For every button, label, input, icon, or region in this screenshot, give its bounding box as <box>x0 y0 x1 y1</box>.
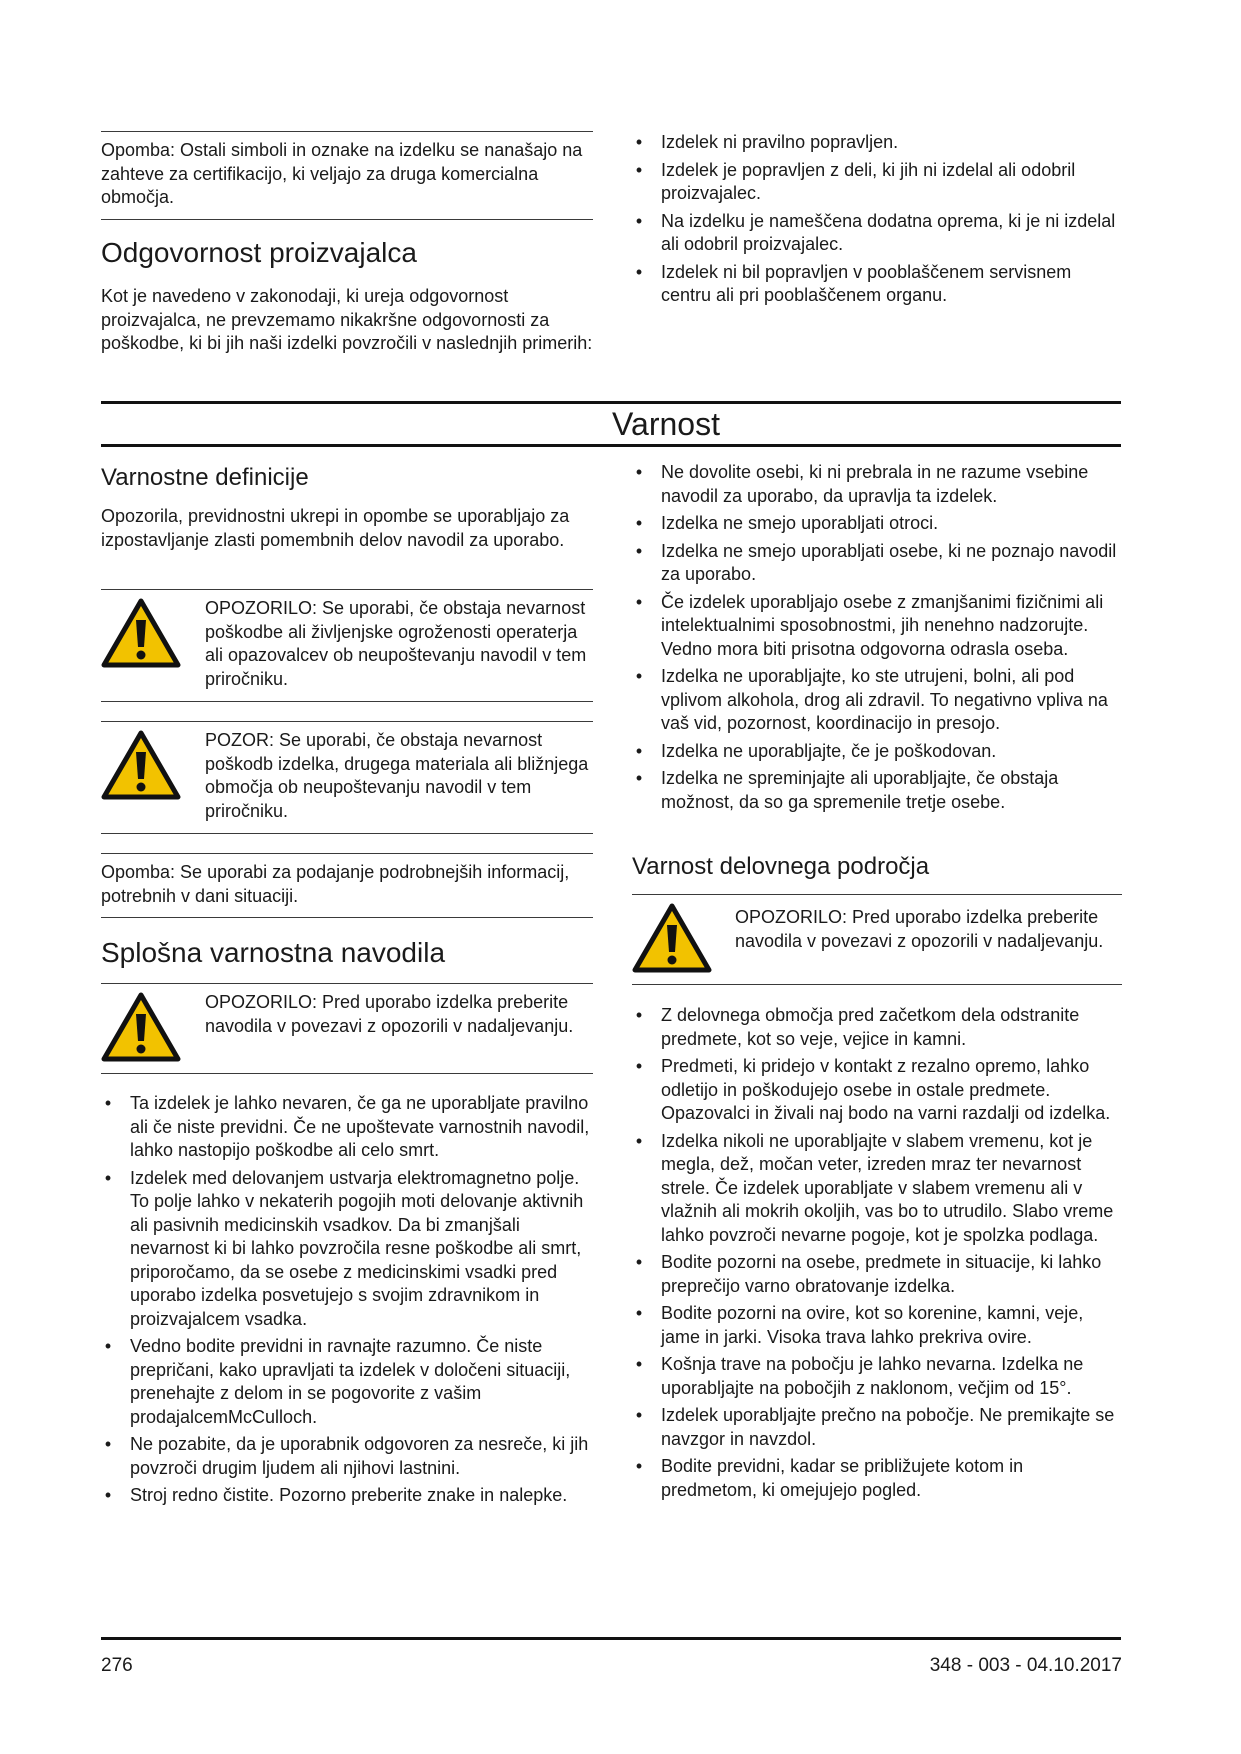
work-area-safety-list <box>632 1004 1122 1506</box>
note-certification <box>101 139 593 210</box>
list-item: • Izdelek je popravljen z deli, ki jih ni izdelal ali odobril proizvajalec. <box>635 159 1076 203</box>
list-item: • Ne dovolite osebi, ki ni prebrala in ne razume vsebine navodil za uporabo, da upravlja ta izdelek. <box>635 462 1089 506</box>
warning-icon <box>632 903 712 973</box>
warning-icon <box>101 992 181 1062</box>
note-label: Opomba: <box>101 862 176 882</box>
list-item: • Izdelka ne smejo uporabljati otroci. <box>635 513 939 533</box>
work-area-safety-heading: Varnost delovnega področja <box>632 853 930 880</box>
list-item: • Vedno bodite previdni in ravnajte razumno. Če niste prepričani, kako upravljati ta izdelek v določeni situaciji, prenehajte z delom in se pogovorite z vašim prodajalcemMcCulloch. <box>104 1336 571 1427</box>
document-code: 348 - 003 - 04.10.2017 <box>929 1655 1122 1676</box>
work-area-warning <box>735 906 1122 953</box>
divider <box>632 984 1122 985</box>
warning-icon <box>101 598 181 668</box>
list-item: • Izdelek med delovanjem ustvarja elektromagnetno polje. To polje lahko v nekaterih pogojih moti delovanje aktivnih ali pasivnih medicinskih vsadkov. Da bi zmanjšali nevarnost ki bi lahko povzročila resne poškodbe ali smrt, priporočamo, da se osebe z medicinskimi vsadki pred uporabo izdelka posvetujejo s svojim zdravnikom in proizvajalcem vsadka. <box>104 1167 584 1329</box>
list-item: • Košnja trave na pobočju je lahko nevarna. Izdelka ne uporabljajte na pobočjih z naklonom, večjim od 15°. <box>635 1354 1084 1398</box>
list-item: • Ta izdelek je lahko nevaren, če ga ne uporabljate pravilno ali če niste previdni. Če ne upoštevate varnostnih navodil, lahko nastopijo poškodbe ali celo smrt. <box>104 1093 590 1160</box>
general-safety-list <box>101 1092 593 1512</box>
list-item: • Izdelek ni pravilno popravljen. <box>635 132 899 152</box>
footer-rule <box>101 1637 1121 1640</box>
general-warning <box>205 991 593 1038</box>
page-number: 276 <box>101 1655 133 1676</box>
list-item: • Na izdelku je nameščena dodatna oprema, ki je ni izdelal ali odobril proizvajalec. <box>635 210 1116 254</box>
warning-label: OPOZORILO: <box>205 598 318 618</box>
warning-text: Se uporabi, če obstaja nevarnost poškodbe ali življenjske ogroženosti operaterja ali opazovalcev ob neupoštevanju navodil v tem priročniku. <box>205 598 587 689</box>
list-item: • Z delovnega območja pred začetkom dela odstranite predmete, kot so veje, vejice in kamni. <box>635 1005 1080 1049</box>
caution-text: Se uporabi, če obstaja nevarnost poškodb izdelka, drugega materiala ali bližnjega območja ob neupoštevanju navodil v tem priročniku. <box>205 730 589 821</box>
divider <box>101 721 593 722</box>
divider <box>101 219 593 220</box>
liability-cases-list <box>632 131 1122 312</box>
operator-safety-list <box>632 461 1122 818</box>
safety-definitions-heading: Varnostne definicije <box>101 464 309 491</box>
divider <box>101 853 593 854</box>
manufacturer-liability-heading: Odgovornost proizvajalca <box>101 237 417 268</box>
divider <box>101 131 593 132</box>
manufacturer-liability-text: Kot je navedeno v zakonodaji, ki ureja odgovornost proizvajalca, ne prevzemamo nikakršne odgovornosti za poškodbe, ki bi jih naši izdelki povzročili v naslednjih primerih: <box>101 286 593 353</box>
caution-icon <box>101 730 181 800</box>
divider <box>101 917 593 918</box>
warning-label: OPOZORILO: <box>735 907 848 927</box>
list-item: • Bodite previdni, kadar se približujete kotom in predmetom, ki omejujejo pogled. <box>635 1456 1024 1500</box>
warning-text: Pred uporabo izdelka preberite navodila v povezavi z opozorili v nadaljevanju. <box>205 992 574 1036</box>
list-item: • Izdelka ne smejo uporabljati osebe, ki ne poznajo navodil za uporabo. <box>635 540 1117 584</box>
divider <box>101 701 593 702</box>
note-definition <box>101 861 593 908</box>
list-item: • Izdelka ne uporabljajte, če je poškodovan. <box>635 740 997 761</box>
note-label: Opomba: <box>101 140 176 160</box>
caution-definition <box>205 729 593 823</box>
list-item: • Ne pozabite, da je uporabnik odgovoren za nesreče, ki jih povzroči drugim ljudem ali njihovi lastnini. <box>104 1434 589 1478</box>
list-item: • Izdelka ne uporabljajte, ko ste utrujeni, bolni, ali pod vplivom alkohola, drog ali zdravil. To negativno vpliva na vaš vid, pozornost, koordinacijo in presojo. <box>635 666 1108 733</box>
caution-label: POZOR: <box>205 730 275 750</box>
list-item: • Bodite pozorni na osebe, predmete in situacije, ki lahko preprečijo varno obratovanje izdelka. <box>635 1252 1102 1296</box>
divider <box>101 833 593 834</box>
general-safety-heading: Splošna varnostna navodila <box>101 937 446 968</box>
list-item: • Izdelek uporabljajte prečno na pobočje. Ne premikajte se navzgor in navzdol. <box>635 1405 1115 1449</box>
warning-label: OPOZORILO: <box>205 992 318 1012</box>
divider <box>101 983 593 984</box>
warning-definition <box>205 597 593 691</box>
divider <box>101 1073 593 1074</box>
section-rule-bottom <box>101 444 1121 447</box>
divider <box>101 589 593 590</box>
warning-text: Pred uporabo izdelka preberite navodila v povezavi z opozorili v nadaljevanju. <box>735 907 1104 951</box>
divider <box>632 894 1122 895</box>
safety-definitions-text: Opozorila, previdnostni ukrepi in opombe se uporabljajo za izpostavljanje zlasti pomembnih delov navodil za uporabo. <box>101 506 570 550</box>
section-title: Varnost <box>612 406 720 442</box>
note-text: Se uporabi za podajanje podrobnejših informacij, potrebnih v dani situaciji. <box>101 862 570 906</box>
note-text: Ostali simboli in oznake na izdelku se nanašajo na zahteve za certifikacijo, ki veljajo za druga komercialna območja. <box>101 140 583 207</box>
list-item: • Če izdelek uporabljajo osebe z zmanjšanimi fizičnimi ali intelektualnimi sposobnostmi, jih nenehno nadzorujte. Vedno mora biti prisotna odgovorna odrasla oseba. <box>635 591 1104 659</box>
list-item: • Izdelek ni bil popravljen v pooblaščenem servisnem centru ali pri pooblaščenem organu. <box>635 261 1072 305</box>
list-item: • Bodite pozorni na ovire, kot so korenine, kamni, veje, jame in jarki. Visoka trava lahko prekriva ovire. <box>635 1303 1084 1347</box>
list-item: • Predmeti, ki pridejo v kontakt z rezalno opremo, lahko odletijo in poškodujejo osebe in ostale predmete. Opazovalci in živali naj bodo na varni razdalji od izdelka. <box>635 1056 1111 1123</box>
list-item: • Stroj redno čistite. Pozorno preberite znake in nalepke. <box>104 1485 568 1505</box>
list-item: • Izdelka nikoli ne uporabljajte v slabem vremenu, kot je megla, dež, močan veter, izreden mraz ter nevarnost strele. Če izdelek uporabljate v slabem vremenu ali v vlažnih ali mokrih okoljih, vas bo to utrudilo. Slabo vreme lahko povzroči nevarne pogoje, kot je spolzka podlaga. <box>635 1130 1114 1245</box>
list-item: • Izdelka ne spreminjajte ali uporabljajte, če obstaja možnost, da so ga spremenile tretje osebe. <box>635 768 1059 812</box>
